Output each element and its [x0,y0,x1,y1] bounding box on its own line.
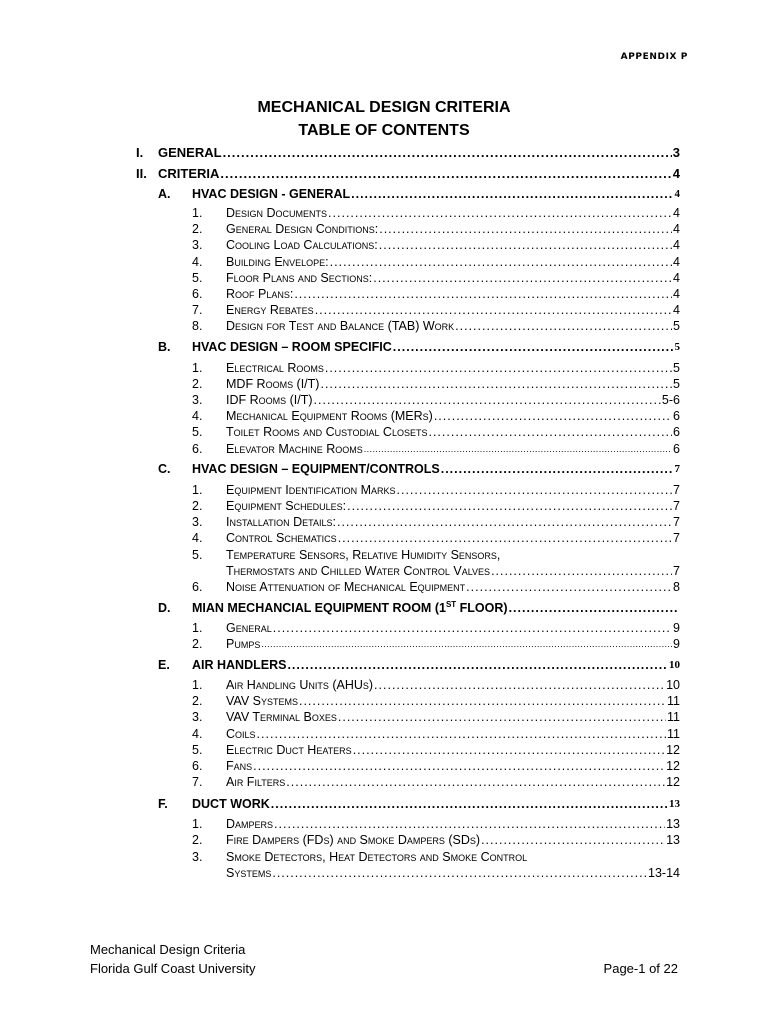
toc-entry-page: 11 [667,694,680,708]
toc-entry-title: Fire Dampers (FDs) and Smoke Dampers (SDs) [226,833,481,847]
toc-entry-title: Coils [226,727,256,741]
toc-entry-page: 12 [666,759,680,773]
toc-entry-number: 1. [192,361,203,375]
dot-leader [328,205,672,221]
dot-leader [466,579,672,595]
footer-document-name: Mechanical Design Criteria [90,942,246,957]
toc-entry-title: General [226,621,272,635]
toc-entry-number: B. [158,340,171,354]
toc-entry-number: 4. [192,409,203,423]
toc-entry-page: 4 [673,287,680,301]
dot-leader [338,530,672,546]
toc-entry-page: 5 [674,341,680,353]
dot-leader [330,254,672,270]
dot-leader [320,376,672,392]
toc-entry[interactable] [192,360,680,376]
toc-entry-page: 13 [669,798,680,810]
dot-leader [481,832,665,848]
dot-leader [337,514,672,530]
dot-leader [374,677,665,693]
toc-entry-number: 1. [192,206,203,220]
footer [90,940,255,978]
toc-entry[interactable] [192,726,680,742]
toc-entry-title: Building Envelope: [226,255,329,269]
toc-entry[interactable] [192,547,680,563]
toc-entry-title: CRITERIA [158,166,220,181]
toc-entry-number: 3. [192,238,203,252]
toc-entry-title: Equipment Identification Marks [226,483,396,497]
toc-entry-title: Air Handling Units (AHUs) [226,678,374,692]
toc-entry-number: 3. [192,710,203,724]
dot-leader [338,709,666,725]
toc-entry-page: 7 [674,463,680,475]
toc-entry-page: 4 [674,188,680,200]
toc-entry[interactable] [192,849,680,865]
toc-entry[interactable] [192,620,680,636]
toc-entry[interactable] [192,237,680,253]
toc-entry-title: Thermostats and Chilled Water Control Valves [226,564,491,578]
toc-entry-number: I. [136,145,144,160]
dot-leader [274,816,665,832]
toc-entry-page: 11 [667,710,680,724]
toc-entry[interactable] [192,742,680,758]
toc-entry-number: 2. [192,637,203,651]
toc-entry-number: 5. [192,743,203,757]
toc-entry[interactable] [192,709,680,725]
toc-entry-page: 10 [669,659,680,671]
toc-entry-title: Control Schematics [226,531,337,545]
toc-entry-number: 3. [192,515,203,529]
dot-leader [294,286,672,302]
toc-entry-page: 7 [673,531,680,545]
toc-entry-number: 6. [192,759,203,773]
toc-entry-number: 2. [192,833,203,847]
toc-entry-number: 6. [192,580,203,594]
toc-entry-title: Energy Rebates [226,303,314,317]
toc-entry-title-part: MIAN MECHANCIAL EQUIPMENT ROOM (1 [192,601,446,615]
toc-entry-title: Floor Plans and Sections: [226,271,373,285]
toc-entry-number: 1. [192,621,203,635]
toc-entry-page: 13-14 [648,866,680,880]
toc-entry[interactable] [192,636,680,652]
toc-entry[interactable] [192,424,680,440]
toc-entry-title: Electric Duct Heaters [226,743,352,757]
dot-leader [315,302,672,318]
toc-entry-title: Electrical Rooms [226,361,324,375]
dot-leader [299,693,666,709]
toc-entry-number: 2. [192,222,203,236]
toc-entry[interactable] [158,599,680,617]
toc-entry[interactable] [192,286,680,302]
toc-entry-number: 2. [192,694,203,708]
toc-entry-page: 6 [673,442,680,456]
toc-entry-page: 7 [673,483,680,497]
toc-entry-title: Design Documents [226,206,328,220]
toc-entry-number: 1. [192,817,203,831]
toc-entry-title: Elevator Machine Rooms [226,442,363,456]
toc-entry-title: AIR HANDLERS [192,658,287,672]
toc-entry-page: 5 [673,319,680,333]
toc-entry[interactable] [192,302,680,318]
title-line-1: MECHANICAL DESIGN CRITERIA [257,99,511,116]
toc-entry-title: Fans [226,759,253,773]
toc-entry-title: Roof Plans: [226,287,294,301]
toc-entry[interactable] [192,392,680,408]
toc-entry-number: 4. [192,255,203,269]
toc-entry-page: 4 [672,166,680,181]
toc-entry-page: 4 [673,238,680,252]
dot-leader [223,144,672,162]
toc-entry-page: 4 [673,255,680,269]
toc-entry[interactable] [192,441,680,457]
toc-entry-title: HVAC DESIGN – ROOM SPECIFIC [192,340,392,354]
toc-entry-page: 6 [673,425,680,439]
toc-entry-number: 4. [192,727,203,741]
toc-entry-title-part: FLOOR) [456,601,508,615]
toc-entry-title: IDF Rooms (I/T) [226,393,313,407]
toc-entry[interactable] [158,460,680,478]
dot-leader [271,795,668,813]
toc-entry[interactable] [192,758,680,774]
toc-entry-page: 8 [673,580,680,594]
toc-entry[interactable] [192,774,680,790]
toc-entry-number: 5. [192,271,203,285]
toc-entry-page: 13 [666,817,680,831]
toc-entry-title: HVAC DESIGN - GENERAL [192,187,351,201]
toc-entry-number: D. [158,601,171,615]
toc-entry-number: 5. [192,548,203,562]
toc-entry-title: Equipment Schedules: [226,499,347,513]
toc-entry-title: MDF Rooms (I/T) [226,377,320,391]
toc-entry-page: 7 [673,515,680,529]
toc-entry-page: 12 [666,775,680,789]
toc-entry[interactable] [192,376,680,392]
dot-leader [347,498,672,514]
toc-entry[interactable] [158,656,680,674]
toc-entry[interactable] [226,865,680,881]
dot-leader [373,270,672,286]
dot-leader [393,338,674,356]
dot-leader [261,636,672,652]
toc-entry-number: 6. [192,442,203,456]
toc-entry-title: Cooling Load Calculations: [226,238,378,252]
toc-entry-title: HVAC DESIGN – EQUIPMENT/CONTROLS [192,462,440,476]
dot-leader [286,774,665,790]
toc-entry-number: 4. [192,531,203,545]
dot-leader [325,360,672,376]
toc-entry-page: 7 [673,564,680,578]
toc-entry-title: Installation Details: [226,515,336,529]
toc-entry-title: VAV Systems [226,694,298,708]
toc-entry-page: 3 [672,145,680,160]
toc-entry-page: 9 [673,621,680,635]
toc-entry-page: 12 [666,743,680,757]
toc-entry-title: Dampers [226,817,274,831]
toc-entry-number: 1. [192,483,203,497]
toc-entry-title: General Design Conditions: [226,222,379,236]
dot-leader [351,185,673,203]
dot-leader [455,318,672,334]
toc-entry-title: Air Filters [226,775,286,789]
toc-entry-title: Mechanical Equipment Rooms (MERs) [226,409,433,423]
dot-leader [379,237,672,253]
toc-entry-page: 5 [673,377,680,391]
dot-leader [509,599,679,617]
dot-leader [272,865,647,881]
toc-entry[interactable] [158,795,680,813]
dot-leader [428,424,672,440]
toc-entry-page: 9 [673,637,680,651]
dot-leader [253,758,665,774]
toc-entry-title: Systems [226,866,272,880]
toc-entry[interactable] [158,185,680,203]
toc-entry-title: DUCT WORK [192,797,270,811]
toc-entry-page: 4 [673,206,680,220]
dot-leader [434,408,672,424]
dot-leader [314,392,661,408]
toc-entry[interactable] [192,482,680,498]
toc-entry[interactable] [192,408,680,424]
toc-entry[interactable] [192,514,680,530]
toc-entry-page: 13 [666,833,680,847]
toc-entry-page: 4 [673,222,680,236]
toc-entry-number: A. [158,187,171,201]
toc-entry-number: 1. [192,678,203,692]
toc-entry[interactable] [192,270,680,286]
toc-entry-page: 4 [673,303,680,317]
title-line-2: TABLE OF CONTENTS [298,122,470,139]
toc-entry[interactable] [192,832,680,848]
dot-leader [287,656,668,674]
toc-entry-page: 11 [667,727,680,741]
toc-entry-title: Design for Test and Balance (TAB) Work [226,319,455,333]
toc-entry-number: 7. [192,775,203,789]
toc-entry[interactable] [192,677,680,693]
toc-entry-number: 2. [192,377,203,391]
toc-entry[interactable] [192,318,680,334]
toc-entry-title: Noise Attenuation of Mechanical Equipment [226,580,466,594]
footer-university: Florida Gulf Coast University [90,961,256,976]
toc-entry-number: 8. [192,319,203,333]
toc-entry-page: 5-6 [661,393,680,407]
page-number: Page-1 of 22 [603,961,678,976]
toc-entry[interactable] [192,498,680,514]
toc-entry[interactable] [226,563,680,579]
dot-leader [220,165,671,183]
toc-entry-number: 7. [192,303,203,317]
toc-entry-title: Toilet Rooms and Custodial Closets [226,425,428,439]
toc-entry-number: F. [158,797,168,811]
dot-leader [441,460,674,478]
toc-entry-number: 3. [192,850,203,864]
toc-entry[interactable] [192,221,680,237]
toc-entry-number: E. [158,658,170,672]
toc-entry[interactable] [192,579,680,595]
toc-entry[interactable] [136,165,680,183]
toc-entry[interactable] [192,205,680,221]
toc-entry-page: 4 [673,271,680,285]
dot-leader [273,620,672,636]
toc-entry-number: 2. [192,499,203,513]
toc-entry-number: II. [136,166,147,181]
toc-entry-number: 5. [192,425,203,439]
toc-entry-title: Temperature Sensors, Relative Humidity Sensors, [226,548,501,562]
dot-leader [397,482,673,498]
dot-leader [491,563,672,579]
toc-entry-page: 6 [673,409,680,423]
toc-entry-page: 7 [673,499,680,513]
toc-entry[interactable] [136,144,680,162]
toc-entry-title: Smoke Detectors, Heat Detectors and Smoke Control [226,850,528,864]
dot-leader [364,441,672,457]
ordinal-superscript: ST [445,599,457,609]
toc-entry-title: Pumps [226,637,261,651]
toc-entry[interactable] [158,338,680,356]
appendix-label: APPENDIX P [620,52,688,62]
toc-entry-number: 3. [192,393,203,407]
toc-entry[interactable] [192,254,680,270]
toc-entry-number: C. [158,462,171,476]
toc-entry[interactable] [192,816,680,832]
toc-entry-page: 10 [666,678,680,692]
toc-entry[interactable] [192,693,680,709]
toc-entry-page: 5 [673,361,680,375]
toc-entry-title: GENERAL [158,145,222,160]
toc-entry-number: 6. [192,287,203,301]
dot-leader [379,221,672,237]
toc-entry[interactable] [192,530,680,546]
dot-leader [353,742,665,758]
dot-leader [257,726,666,742]
toc-entry-title [192,599,508,617]
toc-entry-title: VAV Terminal Boxes [226,710,337,724]
